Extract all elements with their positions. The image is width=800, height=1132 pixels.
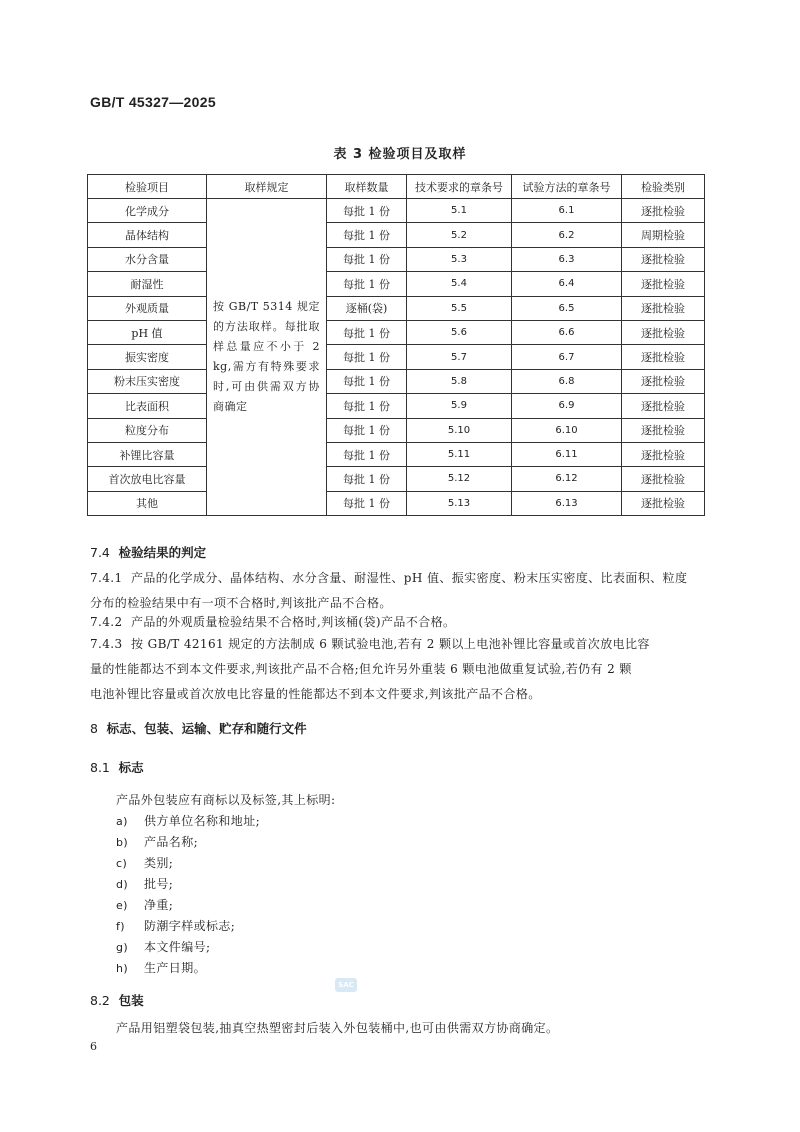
item-cell: 外观质量 xyxy=(88,296,207,320)
category-cell: 逐批检验 xyxy=(622,199,705,223)
qty-cell: 每批 1 份 xyxy=(327,418,407,442)
list-item-text: 净重; xyxy=(144,898,174,912)
clause-text: 产品的外观质量检验结果不合格时,判该桶(袋)产品不合格。 xyxy=(130,615,456,629)
item-cell: 粒度分布 xyxy=(88,418,207,442)
method-cell: 6.7 xyxy=(512,345,622,369)
clause-text: 分布的检验结果中有一项不合格时,判该批产品不合格。 xyxy=(90,596,392,610)
qty-cell: 每批 1 份 xyxy=(327,272,407,296)
column-header: 检验类别 xyxy=(622,175,705,199)
list-item-text: 生产日期。 xyxy=(144,961,207,975)
category-cell: 逐批检验 xyxy=(622,345,705,369)
item-cell: 耐湿性 xyxy=(88,272,207,296)
marking-list xyxy=(116,811,260,979)
req-cell: 5.4 xyxy=(407,272,512,296)
list-item xyxy=(116,958,260,979)
req-cell: 5.9 xyxy=(407,394,512,418)
list-item-text: 防潮字样或标志; xyxy=(144,919,236,933)
table-row xyxy=(88,442,705,466)
section-8-1-heading xyxy=(90,758,144,776)
table-row xyxy=(88,467,705,491)
table-row xyxy=(88,491,705,515)
clause-text: 产品的化学成分、晶体结构、水分含量、耐湿性、pH 值、振实密度、粉末压实密度、比表面积、粒度 xyxy=(130,571,688,585)
clause-text: 按 GB/T 42161 规定的方法制成 6 颗试验电池,若有 2 颗以上电池补锂比容量或首次放电比容 xyxy=(130,637,650,651)
table-header-row xyxy=(88,175,705,199)
table-row xyxy=(88,272,705,296)
list-marker: e) xyxy=(116,899,128,912)
item-cell: 水分含量 xyxy=(88,247,207,271)
list-item xyxy=(116,916,260,937)
req-cell: 5.5 xyxy=(407,296,512,320)
method-cell: 6.9 xyxy=(512,394,622,418)
category-cell: 逐批检验 xyxy=(622,491,705,515)
list-marker: h) xyxy=(116,962,129,975)
column-header: 检验项目 xyxy=(88,175,207,199)
req-cell: 5.10 xyxy=(407,418,512,442)
qty-cell: 每批 1 份 xyxy=(327,467,407,491)
table-row xyxy=(88,345,705,369)
list-marker: f) xyxy=(116,920,125,933)
table-row xyxy=(88,223,705,247)
clause-text: 量的性能都达不到本文件要求,判该批产品不合格;但允许另外重装 6 颗电池做重复试验,若仍有 2 颗 xyxy=(90,662,632,676)
category-cell: 逐批检验 xyxy=(622,247,705,271)
section-8-heading xyxy=(90,719,307,737)
method-cell: 6.12 xyxy=(512,467,622,491)
item-cell: 比表面积 xyxy=(88,394,207,418)
qty-cell: 每批 1 份 xyxy=(327,369,407,393)
page-number: 6 xyxy=(90,1040,97,1053)
list-item-text: 产品名称; xyxy=(144,835,199,849)
section-title: 标志、包装、运输、贮存和随行文件 xyxy=(106,721,307,736)
table-row xyxy=(88,369,705,393)
clause-number: 7.4.3 xyxy=(90,637,123,651)
method-cell: 6.11 xyxy=(512,442,622,466)
standard-code-header: GB/T 45327—2025 xyxy=(90,94,216,110)
packaging-text: 产品用铝塑袋包装,抽真空热塑密封后装入外包装桶中,也可由供需双方协商确定。 xyxy=(116,1021,559,1035)
req-cell: 5.12 xyxy=(407,467,512,491)
list-item-text: 本文件编号; xyxy=(144,940,211,954)
item-cell: 晶体结构 xyxy=(88,223,207,247)
req-cell: 5.1 xyxy=(407,199,512,223)
qty-cell: 每批 1 份 xyxy=(327,223,407,247)
method-cell: 6.1 xyxy=(512,199,622,223)
list-item-text: 类别; xyxy=(144,856,174,870)
clause-number: 7.4.2 xyxy=(90,615,123,629)
table-row xyxy=(88,199,705,223)
section-number: 7.4 xyxy=(90,545,110,560)
item-cell: 首次放电比容量 xyxy=(88,467,207,491)
category-cell: 逐批检验 xyxy=(622,394,705,418)
table-row xyxy=(88,418,705,442)
method-cell: 6.13 xyxy=(512,491,622,515)
list-marker: d) xyxy=(116,878,129,891)
method-cell: 6.10 xyxy=(512,418,622,442)
item-cell: pH 值 xyxy=(88,320,207,344)
clause-text: 电池补锂比容量或首次放电比容量的性能都达不到本文件要求,判该批产品不合格。 xyxy=(90,687,541,701)
method-cell: 6.6 xyxy=(512,320,622,344)
qty-cell: 逐桶(袋) xyxy=(327,296,407,320)
list-item xyxy=(116,895,260,916)
marking-intro: 产品外包装应有商标以及标签,其上标明: xyxy=(116,793,336,807)
section-number: 8 xyxy=(90,721,98,736)
section-number: 8.2 xyxy=(90,993,110,1008)
category-cell: 逐批检验 xyxy=(622,320,705,344)
req-cell: 5.7 xyxy=(407,345,512,369)
item-cell: 补锂比容量 xyxy=(88,442,207,466)
table-row xyxy=(88,394,705,418)
category-cell: 逐批检验 xyxy=(622,467,705,491)
category-cell: 逐批检验 xyxy=(622,369,705,393)
list-item xyxy=(116,832,260,853)
list-marker: b) xyxy=(116,836,129,849)
list-item xyxy=(116,853,260,874)
section-title: 标志 xyxy=(118,760,144,775)
sampling-rule-cell: 按 GB/T 5314 规定的方法取样。每批取样总量应不小于 2 kg,需方有特殊要求时,可由供需双方协商确定 xyxy=(207,199,327,516)
req-cell: 5.6 xyxy=(407,320,512,344)
category-cell: 逐批检验 xyxy=(622,418,705,442)
column-header: 取样规定 xyxy=(207,175,327,199)
method-cell: 6.5 xyxy=(512,296,622,320)
method-cell: 6.8 xyxy=(512,369,622,393)
section-title: 包装 xyxy=(118,993,144,1008)
list-item xyxy=(116,811,260,832)
section-number: 8.1 xyxy=(90,760,110,775)
qty-cell: 每批 1 份 xyxy=(327,247,407,271)
req-cell: 5.13 xyxy=(407,491,512,515)
table-row xyxy=(88,247,705,271)
table-row xyxy=(88,296,705,320)
method-cell: 6.2 xyxy=(512,223,622,247)
category-cell: 逐批检验 xyxy=(622,296,705,320)
item-cell: 其他 xyxy=(88,491,207,515)
category-cell: 逐批检验 xyxy=(622,442,705,466)
item-cell: 振实密度 xyxy=(88,345,207,369)
column-header: 技术要求的章条号 xyxy=(407,175,512,199)
clause-number: 7.4.1 xyxy=(90,571,123,585)
req-cell: 5.2 xyxy=(407,223,512,247)
req-cell: 5.8 xyxy=(407,369,512,393)
qty-cell: 每批 1 份 xyxy=(327,320,407,344)
qty-cell: 每批 1 份 xyxy=(327,345,407,369)
clause-7-4-1 xyxy=(90,566,710,616)
table-caption: 表 3 检验项目及取样 xyxy=(333,147,467,162)
sac-watermark-logo: SAC xyxy=(335,978,357,992)
column-header: 试验方法的章条号 xyxy=(512,175,622,199)
list-item-text: 批号; xyxy=(144,877,174,891)
category-cell: 逐批检验 xyxy=(622,272,705,296)
category-cell: 周期检验 xyxy=(622,223,705,247)
clause-7-4-3 xyxy=(90,632,710,707)
method-cell: 6.4 xyxy=(512,272,622,296)
req-cell: 5.3 xyxy=(407,247,512,271)
list-item xyxy=(116,937,260,958)
qty-cell: 每批 1 份 xyxy=(327,442,407,466)
list-marker: c) xyxy=(116,857,128,870)
column-header: 取样数量 xyxy=(327,175,407,199)
list-item xyxy=(116,874,260,895)
section-7-4-heading xyxy=(90,543,206,561)
list-marker: a) xyxy=(116,815,128,828)
qty-cell: 每批 1 份 xyxy=(327,394,407,418)
qty-cell: 每批 1 份 xyxy=(327,491,407,515)
method-cell: 6.3 xyxy=(512,247,622,271)
list-marker: g) xyxy=(116,941,129,954)
inspection-table xyxy=(87,174,705,516)
section-title: 检验结果的判定 xyxy=(118,545,207,560)
req-cell: 5.11 xyxy=(407,442,512,466)
list-item-text: 供方单位名称和地址; xyxy=(144,814,261,828)
table-row xyxy=(88,320,705,344)
item-cell: 粉末压实密度 xyxy=(88,369,207,393)
qty-cell: 每批 1 份 xyxy=(327,199,407,223)
item-cell: 化学成分 xyxy=(88,199,207,223)
section-8-2-heading xyxy=(90,991,144,1009)
